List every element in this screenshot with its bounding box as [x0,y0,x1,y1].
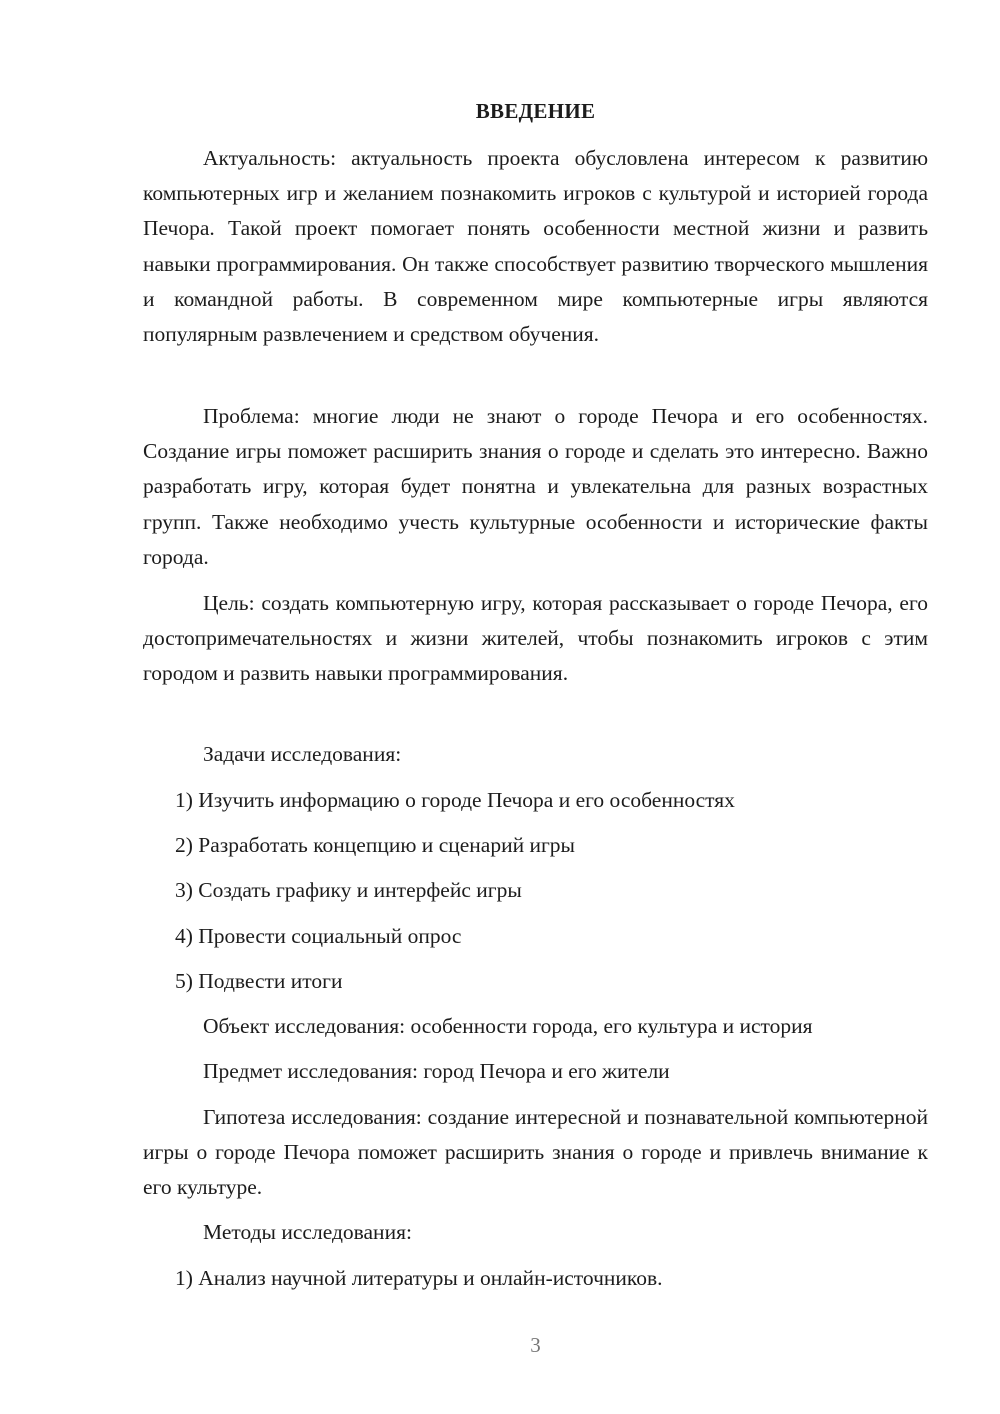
paragraph-goal: Цель: создать компьютерную игру, которая рассказывает о городе Печора, его достопримечательностях и жизни жителей, чтобы познакомить игроков с этим городом и развить навыки программирования. [143,591,928,686]
task-item: 1) Изучить информацию о городе Печора и его особенностях [175,788,735,812]
methods-heading: Методы исследования: [203,1220,412,1244]
task-item: 3) Создать графику и интерфейс игры [175,878,522,902]
paragraph-subject: Предмет исследования: город Печора и его жители [203,1059,670,1083]
task-item: 5) Подвести итоги [175,969,343,993]
page-title: ВВЕДЕНИЕ [475,99,596,123]
task-item: 4) Провести социальный опрос [175,924,462,948]
paragraph-problem: Проблема: многие люди не знают о городе Печора и его особенностях. Создание игры поможет расширить знания о городе и сделать это интересно. Важно разработать игру, которая будет понятна и увлекательна для разных возрастных групп. Также необходимо учесть культурные особенности и исторические факты города. [143,404,928,569]
paragraph-relevance: Актуальность: актуальность проекта обусловлена интересом к развитию компьютерных игр и желанием познакомить игроков с культурой и историей города Печора. Такой проект помогает понять особенности местной жизни и развить навыки программирования. Он также способствует развитию творческого мышления и командной работы. В современном мире компьютерные игры являются популярным развлечением и средством обучения. [143,146,928,347]
task-item: 2) Разработать концепцию и сценарий игры [175,833,575,857]
tasks-heading: Задачи исследования: [203,742,402,766]
page-number: 3 [530,1333,541,1357]
paragraph-hypothesis: Гипотеза исследования: создание интересной и познавательной компьютерной игры о городе Печора поможет расширить знания о городе и привлечь внимание к его культуре. [143,1105,928,1200]
paragraph-object: Объект исследования: особенности города, его культура и история [203,1014,813,1038]
method-item: 1) Анализ научной литературы и онлайн-источников. [175,1266,663,1290]
